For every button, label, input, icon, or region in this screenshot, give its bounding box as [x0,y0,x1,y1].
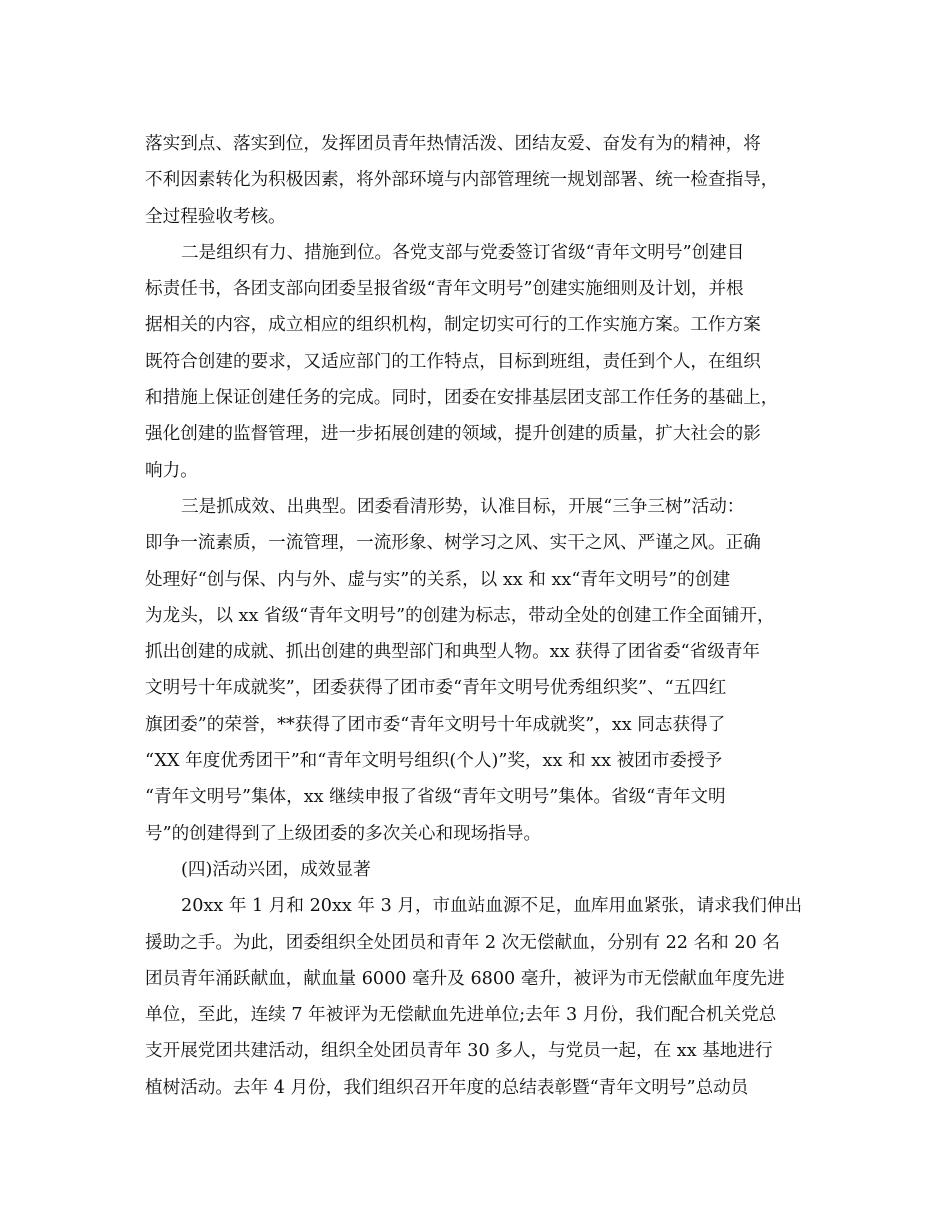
text-line: 文明号十年成就奖”，团委获得了团市委“青年文明号优秀组织奖”、“五四红 [145,678,727,699]
text-line: 号”的创建得到了上级团委的多次关心和现场指导。 [145,823,542,844]
text-line: 标责任书，各团支部向团委呈报省级“青年文明号”创建实施细则及计划，并根 [145,279,744,300]
text-line: 植树活动。去年 4 月份，我们组织召开年度的总结表彰暨“青年文明号”总动员 [145,1077,749,1098]
text-line: 即争一流素质，一流管理，一流形象、树学习之风、实干之风、严谨之风。正确 [145,533,761,554]
text-line: 强化创建的监督管理，进一步拓展创建的领域，提升创建的质量，扩大社会的影 [145,424,761,445]
text-line: 旗团委”的荣誉，**获得了团市委“青年文明号十年成就奖”，xx 同志获得了 [145,714,726,735]
text-line: “青年文明号”集体，xx 继续申报了省级“青年文明号”集体。省级“青年文明 [145,787,726,808]
text-line: 单位，至此，连续 7 年被评为无偿献血先进单位;去年 3 月份，我们配合机关党总 [145,1005,777,1026]
text-line: 落实到点、落实到位，发挥团员青年热情活泼、团结友爱、奋发有为的精神，将 [145,134,761,154]
text-line: 为龙头，以 xx 省级“青年文明号”的创建为标志，带动全处的创建工作全面铺开， [145,605,775,626]
text-line: 响力。 [145,460,198,481]
text-line: 处理好“创与保、内与外、虚与实”的关系，以 xx 和 xx“青年文明号”的创建 [145,569,731,590]
text-line: 支开展党团共建活动，组织全处团员青年 30 多人，与党员一起，在 xx 基地进行 [145,1041,773,1062]
text-line: 既符合创建的要求，又适应部门的工作特点，目标到班组，责任到个人，在组织 [145,351,761,372]
text-line: 不利因素转化为积极因素，将外部环境与内部管理统一规划部署、统一检查指导， [145,170,779,191]
text-line: 和措施上保证创建任务的完成。同时，团委在安排基层团支部工作任务的基础上， [145,388,779,409]
text-line: 据相关的内容，成立相应的组织机构，制定切实可行的工作实施方案。工作方案 [145,315,761,336]
text-line: 二是组织有力、措施到位。各党支部与党委签订省级“青年文明号”创建目 [181,242,745,263]
text-line: “XX 年度优秀团干”和“青年文明号组织(个人)”奖，xx 和 xx 被团市委授予 [145,751,723,772]
text-line: 全过程验收考核。 [145,206,286,227]
document-body [145,126,807,1106]
text-line: 援助之手。为此，团委组织全处团员和青年 2 次无偿献血，分别有 22 名和 20 名 [145,932,780,953]
text-line: 20xx 年 1 月和 20xx 年 3 月，市血站血源不足，血库用血紧张，请求我们伸出 [181,896,803,917]
text-line: 抓出创建的成就、抓出创建的典型部门和典型人物。xx 获得了团省委“省级青年 [145,642,761,663]
text-line: (四)活动兴团，成效显著 [181,859,371,880]
text-line: 三是抓成效、出典型。团委看清形势，认准目标，开展“三争三树”活动： [181,496,745,517]
text-line: 团员青年涌跃献血，献血量 6000 毫升及 6800 毫升，被评为市无偿献血年度先进 [145,968,785,989]
